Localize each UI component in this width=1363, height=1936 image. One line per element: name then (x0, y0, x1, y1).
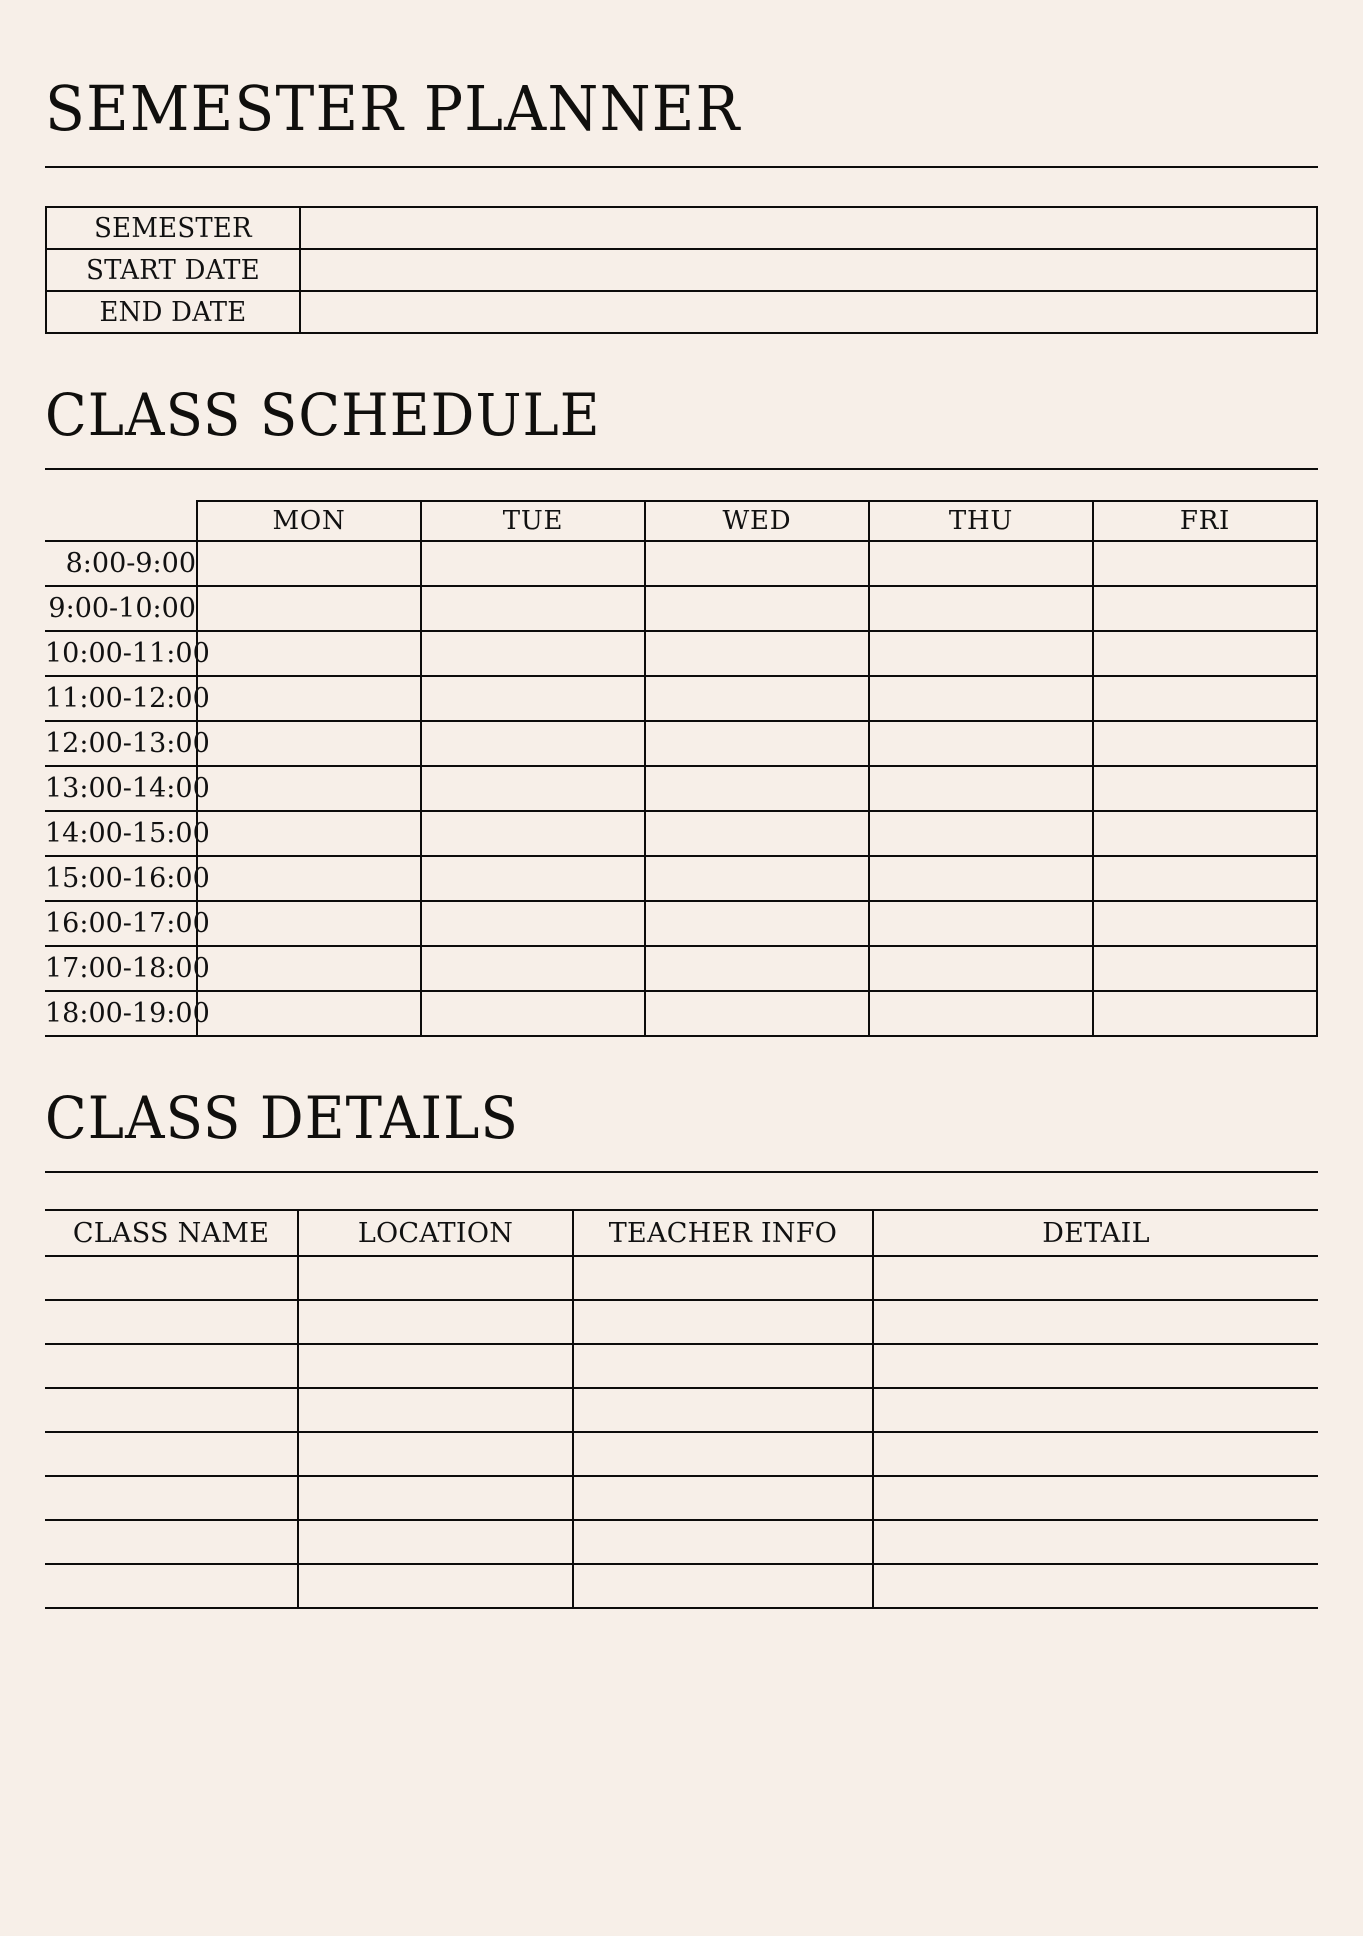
schedule-slot-cell[interactable] (1093, 811, 1317, 856)
schedule-time-label: 12:00-13:00 (45, 721, 197, 766)
class-details-table (45, 1209, 1318, 1609)
details-cell[interactable] (298, 1520, 573, 1564)
details-column-header: TEACHER INFO (573, 1210, 873, 1256)
schedule-slot-cell[interactable] (869, 991, 1093, 1036)
schedule-slot-cell[interactable] (197, 766, 421, 811)
schedule-time-label: 18:00-19:00 (45, 991, 197, 1036)
details-cell[interactable] (298, 1564, 573, 1608)
details-cell[interactable] (873, 1432, 1318, 1476)
details-cell[interactable] (873, 1476, 1318, 1520)
schedule-day-header-wed: WED (645, 501, 869, 541)
details-row (45, 1344, 1318, 1388)
schedule-day-header-thu: THU (869, 501, 1093, 541)
info-row (46, 291, 1317, 333)
class-schedule-table (45, 500, 1318, 1037)
schedule-slot-cell[interactable] (645, 676, 869, 721)
schedule-day-header-mon: MON (197, 501, 421, 541)
details-cell[interactable] (298, 1476, 573, 1520)
details-cell[interactable] (45, 1344, 298, 1388)
schedule-row (45, 541, 1317, 586)
schedule-slot-cell[interactable] (421, 631, 645, 676)
schedule-slot-cell[interactable] (645, 631, 869, 676)
class-schedule-section (45, 500, 1318, 1037)
schedule-slot-cell[interactable] (645, 586, 869, 631)
schedule-slot-cell[interactable] (869, 811, 1093, 856)
info-value-field[interactable] (300, 249, 1317, 291)
schedule-header-row (45, 501, 1317, 541)
schedule-slot-cell[interactable] (645, 946, 869, 991)
schedule-row (45, 721, 1317, 766)
schedule-slot-cell[interactable] (645, 901, 869, 946)
schedule-slot-cell[interactable] (869, 631, 1093, 676)
info-value-field[interactable] (300, 207, 1317, 249)
details-row (45, 1256, 1318, 1300)
details-cell[interactable] (298, 1344, 573, 1388)
details-cell[interactable] (45, 1432, 298, 1476)
schedule-slot-cell[interactable] (869, 901, 1093, 946)
schedule-row (45, 676, 1317, 721)
schedule-slot-cell[interactable] (645, 721, 869, 766)
schedule-slot-cell[interactable] (1093, 631, 1317, 676)
info-label: END DATE (51, 291, 295, 333)
info-row (46, 207, 1317, 249)
details-cell[interactable] (573, 1344, 873, 1388)
schedule-day-header-fri: FRI (1093, 501, 1317, 541)
schedule-row (45, 991, 1317, 1036)
details-row (45, 1432, 1318, 1476)
details-cell[interactable] (298, 1388, 573, 1432)
schedule-time-label: 8:00-9:00 (45, 541, 197, 586)
details-cell[interactable] (573, 1300, 873, 1344)
schedule-slot-cell[interactable] (1093, 856, 1317, 901)
schedule-slot-cell[interactable] (869, 766, 1093, 811)
schedule-slot-cell[interactable] (197, 676, 421, 721)
schedule-slot-cell[interactable] (197, 721, 421, 766)
details-column-header: DETAIL (873, 1210, 1318, 1256)
schedule-slot-cell[interactable] (645, 811, 869, 856)
details-row (45, 1476, 1318, 1520)
details-cell[interactable] (298, 1432, 573, 1476)
class-details-heading: CLASS DETAILS (45, 1084, 519, 1152)
schedule-slot-cell[interactable] (197, 901, 421, 946)
details-cell[interactable] (45, 1476, 298, 1520)
schedule-slot-cell[interactable] (1093, 676, 1317, 721)
schedule-slot-cell[interactable] (1093, 946, 1317, 991)
schedule-slot-cell[interactable] (421, 721, 645, 766)
schedule-slot-cell[interactable] (421, 856, 645, 901)
info-label: START DATE (51, 249, 295, 291)
details-cell[interactable] (573, 1564, 873, 1608)
schedule-row (45, 946, 1317, 991)
schedule-time-label: 10:00-11:00 (45, 631, 197, 676)
schedule-slot-cell[interactable] (197, 586, 421, 631)
schedule-day-header-tue: TUE (421, 501, 645, 541)
schedule-time-label: 14:00-15:00 (45, 811, 197, 856)
details-cell[interactable] (298, 1256, 573, 1300)
schedule-slot-cell[interactable] (645, 541, 869, 586)
details-cell[interactable] (45, 1256, 298, 1300)
details-cell[interactable] (45, 1388, 298, 1432)
schedule-slot-cell[interactable] (1093, 541, 1317, 586)
schedule-slot-cell[interactable] (197, 856, 421, 901)
schedule-corner-cell (45, 501, 197, 541)
semester-info-table (45, 206, 1318, 334)
schedule-time-label: 9:00-10:00 (45, 586, 197, 631)
schedule-slot-cell[interactable] (421, 766, 645, 811)
schedule-slot-cell[interactable] (645, 991, 869, 1036)
info-row (46, 249, 1317, 291)
details-column-header: LOCATION (298, 1210, 573, 1256)
class-schedule-divider (45, 468, 1318, 470)
details-row (45, 1520, 1318, 1564)
schedule-row (45, 856, 1317, 901)
details-cell[interactable] (298, 1300, 573, 1344)
class-schedule-heading: CLASS SCHEDULE (45, 381, 601, 449)
details-row (45, 1388, 1318, 1432)
class-details-divider (45, 1171, 1318, 1173)
schedule-slot-cell[interactable] (869, 946, 1093, 991)
schedule-time-label: 13:00-14:00 (45, 766, 197, 811)
details-cell[interactable] (573, 1256, 873, 1300)
schedule-slot-cell[interactable] (645, 766, 869, 811)
schedule-slot-cell[interactable] (421, 946, 645, 991)
schedule-row (45, 631, 1317, 676)
schedule-slot-cell[interactable] (1093, 586, 1317, 631)
details-column-header: CLASS NAME (45, 1210, 298, 1256)
schedule-time-label: 11:00-12:00 (45, 676, 197, 721)
semester-info-section (45, 206, 1318, 334)
details-cell[interactable] (873, 1256, 1318, 1300)
schedule-row (45, 586, 1317, 631)
schedule-slot-cell[interactable] (869, 721, 1093, 766)
details-cell[interactable] (873, 1344, 1318, 1388)
details-row (45, 1300, 1318, 1344)
details-cell[interactable] (45, 1520, 298, 1564)
title-divider (45, 166, 1318, 168)
schedule-slot-cell[interactable] (197, 946, 421, 991)
details-cell[interactable] (45, 1300, 298, 1344)
info-value-field[interactable] (300, 291, 1317, 333)
details-cell[interactable] (573, 1432, 873, 1476)
schedule-slot-cell[interactable] (421, 586, 645, 631)
schedule-slot-cell[interactable] (197, 541, 421, 586)
schedule-slot-cell[interactable] (1093, 901, 1317, 946)
info-label: SEMESTER (51, 207, 295, 249)
schedule-slot-cell[interactable] (869, 856, 1093, 901)
details-cell[interactable] (873, 1564, 1318, 1608)
schedule-slot-cell[interactable] (1093, 721, 1317, 766)
schedule-slot-cell[interactable] (197, 991, 421, 1036)
schedule-slot-cell[interactable] (1093, 991, 1317, 1036)
schedule-slot-cell[interactable] (197, 811, 421, 856)
schedule-slot-cell[interactable] (421, 991, 645, 1036)
page-title: SEMESTER PLANNER (45, 72, 741, 145)
schedule-slot-cell[interactable] (869, 676, 1093, 721)
details-cell[interactable] (573, 1388, 873, 1432)
schedule-row (45, 811, 1317, 856)
details-cell[interactable] (873, 1520, 1318, 1564)
details-row (45, 1564, 1318, 1608)
schedule-time-label: 16:00-17:00 (45, 901, 197, 946)
details-cell[interactable] (45, 1564, 298, 1608)
schedule-slot-cell[interactable] (869, 541, 1093, 586)
schedule-slot-cell[interactable] (645, 856, 869, 901)
schedule-slot-cell[interactable] (1093, 766, 1317, 811)
details-cell[interactable] (873, 1388, 1318, 1432)
schedule-slot-cell[interactable] (421, 901, 645, 946)
schedule-slot-cell[interactable] (421, 541, 645, 586)
schedule-row (45, 766, 1317, 811)
details-cell[interactable] (573, 1476, 873, 1520)
schedule-slot-cell[interactable] (197, 631, 421, 676)
schedule-time-label: 17:00-18:00 (45, 946, 197, 991)
schedule-slot-cell[interactable] (421, 811, 645, 856)
schedule-time-label: 15:00-16:00 (45, 856, 197, 901)
class-details-section (45, 1209, 1318, 1609)
details-cell[interactable] (873, 1300, 1318, 1344)
details-header-row (45, 1210, 1318, 1256)
schedule-slot-cell[interactable] (421, 676, 645, 721)
schedule-slot-cell[interactable] (869, 586, 1093, 631)
schedule-row (45, 901, 1317, 946)
details-cell[interactable] (573, 1520, 873, 1564)
